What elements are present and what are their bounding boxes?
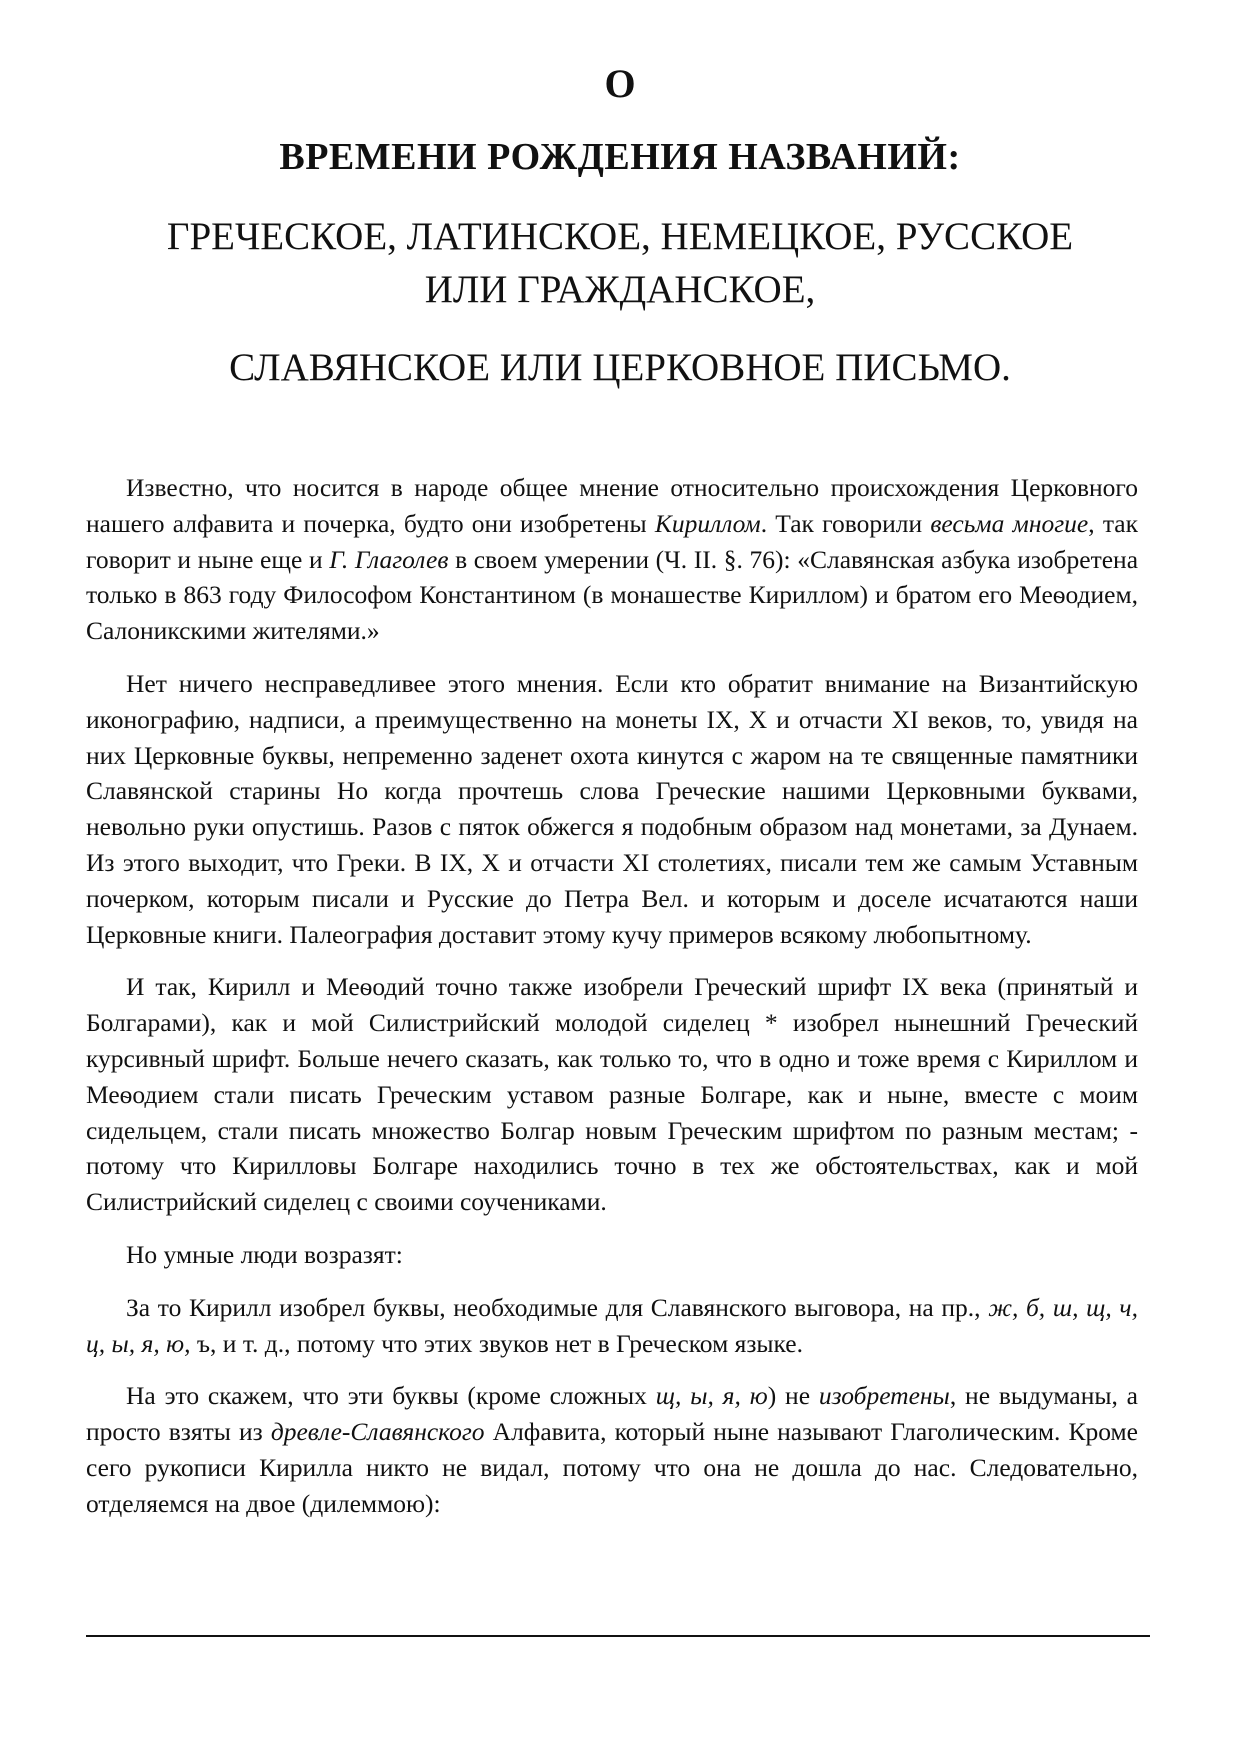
paragraph-6-text-e: , не выдуманы, а просто взяты из	[86, 1381, 1138, 1447]
paragraph-6-italic-old-slavic: древле-Славянского	[270, 1417, 485, 1447]
paragraph-5-text-a: За то Кирилл изобрел буквы, необходимые для Славянского выговора, на пр.,	[126, 1292, 989, 1322]
paragraph-5-italic-letters: ж, б, ш, щ, ч, ц, ы, я, ю,	[86, 1292, 1138, 1358]
paragraph-1-text-a: Известно, что носится в народе общее мнение относительно происхождения Церковного нашего алфавита и почерка, будто они изобретены	[86, 473, 1138, 538]
paragraph-1-italic-kirill: Кириллом	[654, 508, 761, 538]
heading-main-title: ВРЕМЕНИ РОЖДЕНИЯ НАЗВАНИЙ:	[279, 136, 961, 178]
paragraph-6-italic-invented: изобретены	[818, 1381, 950, 1411]
bottom-rule-divider	[86, 1635, 1150, 1637]
paragraph-6-text-a: На это скажем, что эти буквы (кроме сложных	[126, 1381, 656, 1411]
paragraph-1-text-c: . Так говорили	[760, 508, 931, 538]
paragraph-4: Но умные люди возразят:	[126, 1239, 403, 1269]
paragraph-1-italic-many: весьма многие	[930, 508, 1089, 538]
paragraph-1-text-g: в своем умерении (Ч. II. §. 76): «Славянская азбука изобретена только в 863 году Философом Константином (в монашестве Кириллом) и братом его Меѳодием, Салоникскими жителями.»	[86, 544, 1139, 646]
paragraph-2: Нет ничего несправедливее этого мнения. Если кто обратит внимание на Византийскую иконографию, надписи, а преимущественно на монеты IX, X и отчасти XI веков, то, увидя на них Церковные буквы, непременно заденет охота кинутся с жаром на те священные памятники Славянской старины Но когда прочтешь слова Греческие нашими Церковными буквами, невольно руки опустишь. Разов с пяток обжегся я подобным образом над монетами, за Дунаем. Из этого выходит, что Греки. В IX, X и отчасти XI столетиях, писали тем же самым Уставным почерком, которым писали и Русские до Петра Вел. и которым и доселе исчатаются наши Церковные книги. Палеография доставит этому кучу примеров всякому любопытному.	[86, 668, 1138, 949]
heading-line-o: О	[604, 61, 636, 106]
paragraph-6-italic-letters: щ, ы, я, ю	[655, 1381, 768, 1411]
heading-subtitle-line-3: СЛАВЯНСКОЕ ИЛИ ЦЕРКОВНОЕ ПИСЬМО.	[229, 346, 1011, 389]
paragraph-1-italic-glagolev: Г. Глаголев	[329, 544, 449, 574]
paragraph-1-text-e: , так говорит и ныне еще и	[86, 508, 1138, 574]
heading-subtitle-line-2: ИЛИ ГРАЖДАНСКОЕ,	[424, 268, 816, 311]
paragraph-5	[86, 1290, 1138, 1362]
body-text	[86, 470, 1138, 1522]
paragraph-6-text-g: Алфавита, который ныне называют Глаголическим. Кроме сего рукописи Кирилла никто не видал, потому что она не дошла до нас. Следовательно, отделяемся на двое (дилеммою):	[86, 1417, 1138, 1518]
paragraph-5-text-c: ъ, и т. д., потому что этих звуков нет в Греческом языке.	[190, 1328, 803, 1358]
paragraph-6-text-c: ) не	[767, 1381, 819, 1411]
paragraph-6	[86, 1378, 1138, 1521]
heading-subtitle-line-1: ГРЕЧЕСКОЕ, ЛАТИНСКОЕ, НЕМЕЦКОЕ, РУССКОЕ	[166, 215, 1074, 258]
paragraph-3: И так, Кирилл и Меѳодий точно также изобрели Греческий шрифт IX века (принятый и Болгарами), как и мой Силистрийский молодой сиделец * изобрел нынешний Греческий курсивный шрифт. Больше нечего сказать, как только то, что в одно и тоже время с Кириллом и Меѳодием стали писать Греческим уставом разные Болгаре, как и ныне, вместе с моим сидельцем, стали писать множество Болгар новым Греческим шрифтом по разным местам; - потому что Кирилловы Болгаре находились точно в тех же обстоятельствах, как и мой Силистрийский сиделец с своими соучениками.	[86, 972, 1138, 1217]
paragraph-1	[86, 470, 1138, 649]
